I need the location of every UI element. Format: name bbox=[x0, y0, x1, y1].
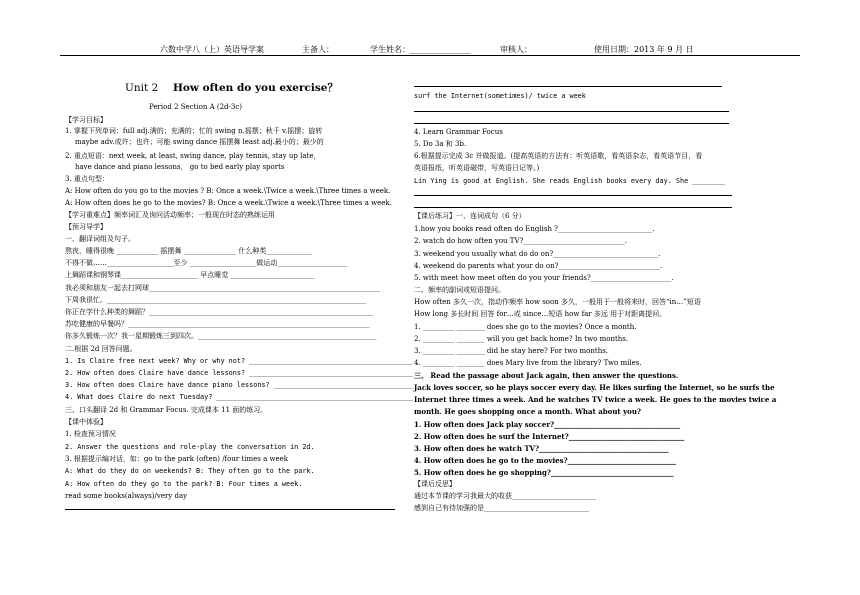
student-name-label: 学生姓名：_______________ bbox=[370, 45, 470, 54]
experience-heading: 【课中体验】 bbox=[65, 418, 107, 426]
frequency-note-1: How often 多久一次，指动作频率 how soon 多久，一般用于一般将来时，回答“in…”短语 bbox=[414, 298, 701, 306]
passage-line-3: month. He goes shopping once a month. What about you? bbox=[414, 407, 642, 416]
header-divider bbox=[60, 55, 800, 56]
reviewer-label: 审核人： bbox=[500, 45, 532, 54]
answer-line bbox=[414, 195, 732, 196]
dialogue-line-3: read some books(always)/very day bbox=[65, 492, 188, 500]
question-2: 2. How often does Claire have dance lessons? ________________________________________ bbox=[65, 369, 413, 377]
answer-line bbox=[65, 509, 395, 510]
dialogue-line-1: A: What do they do on weekends? B: They often go to the park. bbox=[65, 467, 315, 475]
answer-line bbox=[414, 111, 729, 112]
reading-question-1: 1. How often does Jack play soccer?____________________________________ bbox=[414, 420, 681, 429]
reflection-gain: 通过本节课的学习我最大的收获________________________ bbox=[414, 492, 596, 500]
fill-question-2: 2. _________ ________ will you get back home? In two months. bbox=[414, 335, 629, 343]
answer-line bbox=[414, 86, 722, 87]
question-1: 1. Is Claire free next week? Why or why not? ________________________________________ bbox=[65, 357, 413, 365]
key-points: 【学习重难点】频率词汇及询问活动频率；一般现在时态的熟练运用 bbox=[65, 211, 275, 219]
reflection-heading: 【课后反思】 bbox=[414, 480, 456, 488]
objective-3: 3. 重点句型： bbox=[65, 175, 109, 183]
step-3c-hint: 英语报纸，听英语磁带，写英语日记等。) bbox=[414, 164, 540, 172]
fill-question-4: 4. _________ ________ does Mary live from the library? Two miles. bbox=[414, 359, 642, 367]
oral-translate-heading: 三、口头翻译 2d 和 Grammar Focus. 完成课本 11 面的练习。 bbox=[65, 406, 268, 414]
sentence-translate-1: 我必须和朋友一起去打网球__________________________________________________________________ bbox=[65, 284, 380, 292]
answer-2d-heading: 二.根据 2d 回答问题。 bbox=[65, 345, 137, 353]
word-order-1: 1.how you books read often do English ?___________________________. bbox=[414, 225, 655, 233]
report-sentence: Lin Ying is good at English. She reads English books every day. She ________ bbox=[414, 177, 725, 185]
passage-line-1: Jack loves soccer, so he plays soccer every day. He likes surfing the Internet, so he surfs the bbox=[414, 383, 775, 392]
passage-line-2: Internet three times a week. And he watches TV twice a week. He goes to the movies twice a bbox=[414, 395, 777, 404]
objective-1: 1. 掌握下列单词：full adj.满的；充满的；忙的 swing n.摇摆；秋千 v.摇摆；旋转 bbox=[65, 127, 323, 135]
fill-question-3: 3. _________ ________ did he stay here? For two months. bbox=[414, 347, 609, 355]
word-order-4: 4. weekend do parents what your do on?_____________________________. bbox=[414, 262, 663, 270]
date-label: 使用日期：2013 年 9 月 日 bbox=[594, 45, 694, 54]
reading-question-4: 4. How often does he go to the movies?_______________________________ bbox=[414, 456, 677, 465]
question-3: 3. How often does Claire have dance piano lessons? __________________________________ bbox=[65, 381, 413, 389]
preview-heading: 【预习导学】 bbox=[65, 223, 107, 231]
reading-question-5: 5. How often does he go shopping?___________________________________ bbox=[414, 468, 674, 477]
word-order-3: 3. weekend you usually what do do on?______________________________. bbox=[414, 250, 661, 258]
fill-question-1: 1. _________ ________ does she go to the movies? Once a month. bbox=[414, 323, 637, 331]
school-title: 六数中学八（上）英语导学案 bbox=[160, 45, 264, 54]
exercise-heading: 【课后练习】一、连词成句（6 分） bbox=[414, 212, 526, 220]
phrase-row-1: 熬夜，睡得很晚 ____________ 摇摆舞 _______________ 什么种类_____________ bbox=[65, 247, 312, 255]
step-3a-3b: 5. Do 3a 和 3b. bbox=[414, 140, 467, 148]
translate-heading: 一、翻译词组及句子。 bbox=[65, 235, 135, 243]
answer-line bbox=[414, 123, 729, 124]
experience-1: 1. 检查预习情况 bbox=[65, 430, 116, 438]
question-4: 4. What does Claire do next Tuesday? ________________________________________________ bbox=[65, 393, 413, 401]
reading-question-2: 2. How often does he surf the Internet?_________________________________ bbox=[414, 432, 685, 441]
sentence-translate-5: 你多久锻炼一次？我一星期锻炼三到四次。___________________________________________________ bbox=[65, 332, 377, 340]
reading-question-3: 3. How often does he watch TV?_____________________________________ bbox=[414, 444, 669, 453]
answer-line bbox=[414, 207, 732, 208]
frequency-note-2: How long 多长时间 回答 for…或 since…短语 how far 多远 用于对距离提问。 bbox=[414, 310, 667, 318]
sentence-pattern-1: A: How often do you go to the movies ? B: Once a week.\Twice a week.\Three times a week. bbox=[65, 187, 391, 195]
grammar-focus-step: 4. Learn Grammar Focus bbox=[414, 128, 503, 136]
preparer-label: 主备人： bbox=[302, 45, 334, 54]
sentence-translate-3: 你正在学什么种类的舞蹈？________________________________________________________________ bbox=[65, 308, 373, 316]
unit-title: How often do you exercise？ bbox=[173, 82, 338, 94]
dialogue-line-2: A: How often do they go to the park? B: Four times a week. bbox=[65, 480, 303, 488]
word-order-5: 5. with meet how meet often do you your friends?_______________________. bbox=[414, 274, 674, 282]
objective-2b: have dance and piano lessons， go to bed early play sports bbox=[75, 163, 285, 171]
prompt-surf-internet: surf the Internet(sometimes)/ twice a week bbox=[414, 92, 586, 100]
sentence-translate-2: 下周我很忙。__________________________________________________________________________ bbox=[65, 296, 366, 304]
sentence-pattern-2: A: How often does he go to the movies? B: Once a week.\Twice a week.\Three times a week. bbox=[65, 199, 392, 207]
step-3c: 6.根据提示完成 3c 并做报道。(提高英语的方法有：听英语歌，看英语杂志，看英语节目，看 bbox=[414, 152, 703, 160]
reading-heading: 三、 Read the passage about Jack again, then answer the questions. bbox=[414, 371, 679, 380]
sentence-translate-4: 苏吃健康的早餐吗？_____________________________________________________________________ bbox=[65, 320, 370, 328]
unit-number: Unit 2 bbox=[125, 82, 159, 94]
objective-1b: maybe adv.或许；也许；可能 swing dance 摇摆舞 least adj.最小的；最少的 bbox=[75, 138, 324, 146]
phrase-row-3: 上舞蹈课和钢琴课______________________ 早点睡觉 ________________________ bbox=[65, 271, 315, 279]
experience-2: 2. Answer the questions and role-play the conversation in 2d. bbox=[65, 443, 315, 451]
frequency-heading: 二、频率的副词或短语提问。 bbox=[414, 286, 505, 294]
phrase-row-2: 不得不做……___________________至少 ___________________做运动____________________ bbox=[65, 259, 348, 267]
reflection-improve: 感到自己有待加强的是______________________________ bbox=[414, 504, 589, 512]
objectives-heading: 【学习目标】 bbox=[65, 116, 107, 124]
experience-3: 3. 根据提示编对话，如：go to the park (often) /four times a week bbox=[65, 455, 288, 463]
word-order-2: 2. watch do how often you TV?_____________________________. bbox=[414, 237, 627, 245]
objective-2: 2. 重点短语：next week, at least, swing dance, play tennis, stay up late， bbox=[65, 152, 321, 160]
period-label: Period 2 Section A (2d-3c) bbox=[149, 103, 242, 111]
